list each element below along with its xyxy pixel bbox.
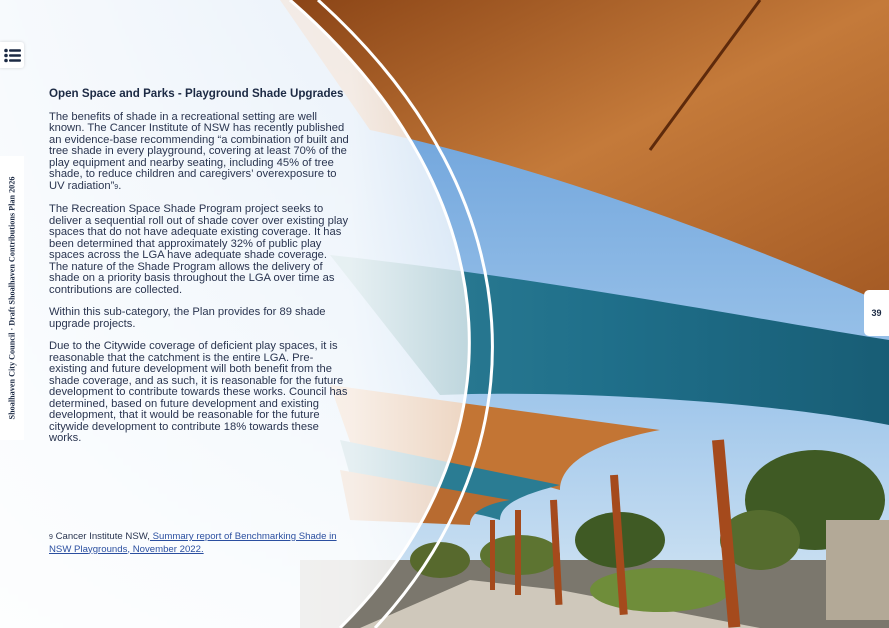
page-number-tab[interactable] [864, 290, 889, 336]
footnote-number: 9 [49, 534, 53, 541]
paragraph-4: Due to the Citywide coverage of deficient play spaces, it is reasonable that the catchment is the entire LGA. Pre-existing and future development will both benefit from the shade coverage, and as such, it is reasonable for the future development to contribute towards these works. Council has determined, based on future development and existing development, that it would be reasonable for the future citywide development to contribute 18% towards these works. [49, 340, 348, 444]
page-number: 39 [871, 308, 882, 318]
wall [826, 520, 889, 620]
paragraph-1-text: The benefits of shade in a recreational setting are well known. The Cancer Institute of NSW has recently published an evidence-base recommending “a combination of built and tree shade in every playground, covering at least 70% of the play equipment and nearby seating, including 45% of tree shade, to reduce children and caregivers’ overexposure to UV radiation” [49, 110, 349, 192]
paragraph-3: Within this sub-category, the Plan provides for 89 shade upgrade projects. [49, 306, 326, 330]
list-menu-icon [4, 48, 21, 63]
section-heading: Open Space and Parks - Playground Shade Upgrades [49, 87, 344, 100]
main-content [49, 88, 349, 456]
side-label-text: Shoalhaven City Council · Draft Shoalhaven Contributions Plan 2026 [7, 176, 17, 420]
paragraph-1 [49, 112, 349, 194]
document-side-label [0, 156, 24, 440]
menu-button[interactable] [0, 42, 24, 68]
footnote-reference[interactable]: 9 [114, 183, 119, 191]
footnote-text: Cancer Institute NSW, [55, 531, 150, 542]
paragraph-2: The Recreation Space Shade Program project seeks to deliver a sequential roll out of shade cover over existing play spaces that do not have adequate existing coverage. It has been determined that approximately 32% of public play spaces across the LGA have adequate shade coverage. The nature of the Shade Program allows the delivery of shade on a priority basis throughout the LGA over time as contributions are collected. [49, 203, 349, 296]
footnote-link[interactable]: Summary report of Benchmarking Shade in NSW Playgrounds, November 2022. [49, 531, 337, 555]
paragraph-1-end: . [118, 179, 122, 192]
footnote [49, 531, 339, 555]
